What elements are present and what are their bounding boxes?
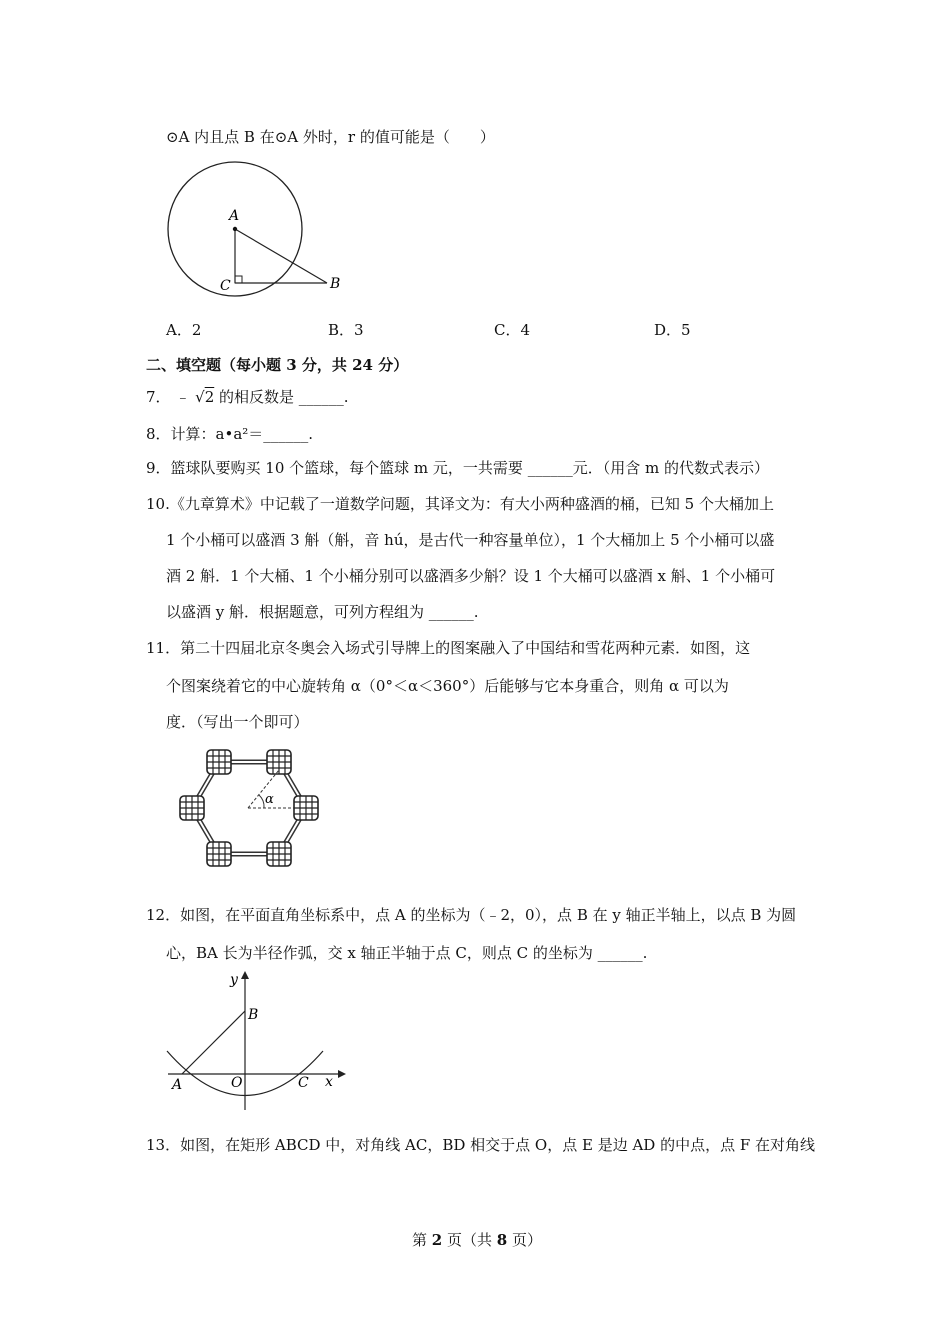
question-11-line-2: 个图案绕着它的中心旋转角 α（0°＜α＜360°）后能够与它本身重合，则角 α 可以为 <box>166 677 729 695</box>
label-c: C <box>298 1075 309 1091</box>
question-9: 9．篮球队要购买 10 个篮球，每个篮球 m 元，一共需要 ______元．（用含 m 的代数式表示） <box>146 459 769 477</box>
segment-ba <box>182 1011 245 1074</box>
q7-minus: ﹣ <box>175 388 191 406</box>
label-o: O <box>231 1075 243 1091</box>
section-heading: 二、填空题（每小题 3 分，共 24 分） <box>146 356 409 374</box>
option-a: A．2 <box>166 321 202 339</box>
label-alpha: α <box>265 792 274 807</box>
label-b: B <box>330 276 341 292</box>
q7-text: 的相反数是 ______. <box>219 388 349 406</box>
segment-ab <box>235 229 327 283</box>
label-a: A <box>172 1077 183 1093</box>
footer-post: 页） <box>507 1231 542 1249</box>
total-page-count: 8 <box>496 1231 508 1249</box>
y-axis-arrow <box>241 971 249 979</box>
label-y: y <box>230 972 238 988</box>
x-axis-arrow <box>338 1070 346 1078</box>
question-12-line-1: 12．如图，在平面直角坐标系中，点 A 的坐标为（﹣2，0），点 B 在 y 轴正半轴上，以点 B 为圆 <box>146 906 797 924</box>
center-point <box>233 227 237 231</box>
label-a: A <box>229 208 240 224</box>
question-10-line-4: 以盛酒 y 斛．根据题意，可列方程组为 ______. <box>166 603 479 621</box>
coordinate-figure <box>160 965 360 1115</box>
right-angle-mark <box>235 276 242 283</box>
sqrt-radicand: 2 <box>204 388 215 406</box>
question-10-line-1: 10.《九章算术》中记载了一道数学问题，其译文为：有大小两种盛酒的桶，已知 5 个大桶加上 <box>146 495 774 513</box>
question-10-line-2: 1 个小桶可以盛酒 3 斛（斛，音 hú，是古代一种容量单位），1 个大桶加上 5 个小桶可以盛 <box>166 531 775 549</box>
question-11-line-3: 度．（写出一个即可） <box>166 713 309 731</box>
label-b: B <box>248 1007 259 1023</box>
sqrt-sign: √ <box>195 388 205 406</box>
question-6-tail: ⊙A 内且点 B 在⊙A 外时，r 的值可能是（ ） <box>166 128 495 146</box>
footer-pre: 第 <box>412 1231 432 1249</box>
footer-mid: 页（共 <box>442 1231 497 1249</box>
chinese-knot-figure <box>164 740 344 880</box>
option-b: B．3 <box>328 321 364 339</box>
q7-number: 7． <box>146 388 171 406</box>
question-11-line-1: 11．第二十四届北京冬奥会入场式引导牌上的图案融入了中国结和雪花两种元素．如图，这 <box>146 639 751 657</box>
option-d: D．5 <box>654 321 691 339</box>
page-footer <box>412 1230 542 1250</box>
question-8: 8．计算：a•a²＝______. <box>146 425 314 443</box>
question-13-line-1: 13．如图，在矩形 ABCD 中，对角线 AC，BD 相交于点 O，点 E 是边 AD 的中点，点 F 在对角线 <box>146 1136 816 1154</box>
question-12-line-2: 心，BA 长为半径作弧，交 x 轴正半轴于点 C，则点 C 的坐标为 ______. <box>166 944 648 962</box>
circle-triangle-figure <box>160 160 360 300</box>
label-c: C <box>220 278 231 294</box>
question-10-line-3: 酒 2 斛．1 个大桶、1 个小桶分别可以盛酒多少斛？设 1 个大桶可以盛酒 x 斛、1 个小桶可 <box>166 567 776 585</box>
question-7 <box>146 387 349 407</box>
label-x: x <box>325 1074 333 1090</box>
angle-arc <box>259 795 264 808</box>
option-c: C．4 <box>494 321 531 339</box>
current-page-number: 2 <box>431 1231 443 1249</box>
